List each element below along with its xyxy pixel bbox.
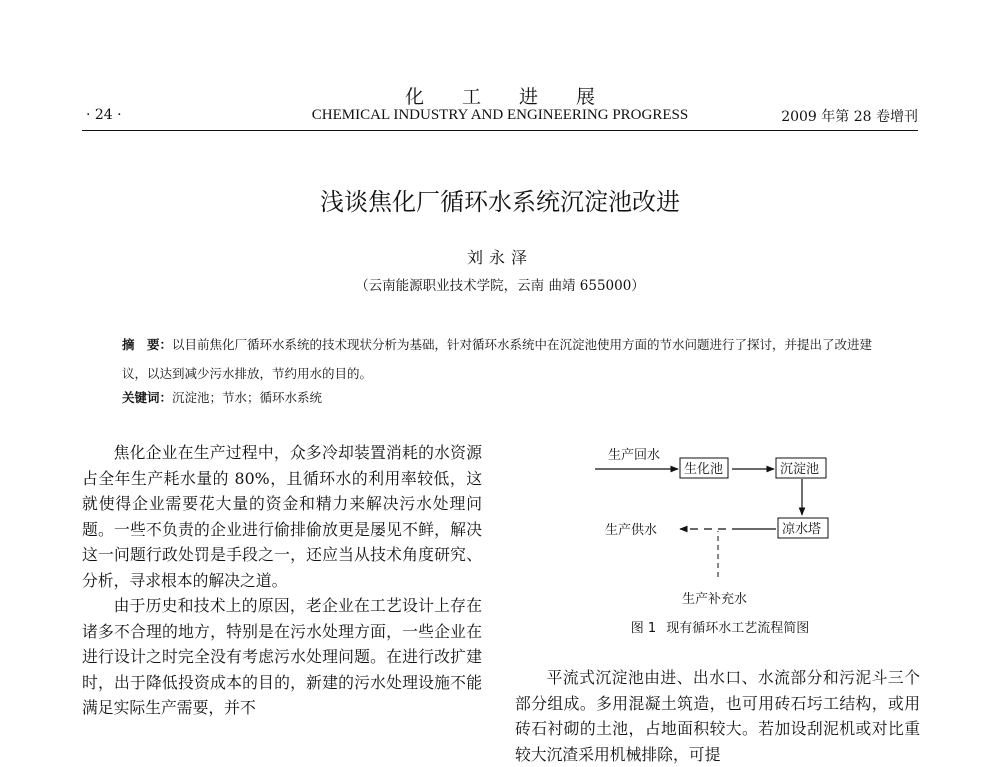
keywords-text: 沉淀池；节水；循环水系统 [172, 390, 323, 405]
body-left-column [82, 440, 482, 721]
label-cooling-tower: 凉水塔 [782, 522, 822, 537]
figure-number: 图 1 [630, 621, 657, 636]
issue-label: 2009 年第 28 卷增刊 [781, 109, 918, 125]
label-biochem-pool: 生化池 [684, 462, 724, 477]
journal-title-en: CHEMICAL INDUSTRY AND ENGINEERING PROGRESS [311, 107, 689, 123]
body-right-column [515, 665, 920, 767]
label-sediment-pool: 沉淀池 [780, 462, 820, 477]
author-name: 刘永泽 [466, 248, 533, 267]
author-affiliation: （云南能源职业技术学院，云南 曲靖 655000） [355, 278, 645, 294]
figure-caption-text: 现有循环水工艺流程简图 [666, 621, 810, 636]
abstract-label: 摘 要： [122, 337, 173, 352]
body-paragraph: 平流式沉淀池由进、出水口、水流部分和污泥斗三个部分组成。多用混凝土筑造，也可用砖石圬工结构，或用砖石衬砌的土池，占地面积较大。若加设刮泥机或对比重较大沉渣采用机械排除，可提 [515, 668, 920, 764]
figure-caption [560, 617, 880, 636]
article-title: 浅谈焦化厂循环水系统沉淀池改进 [320, 188, 680, 216]
body-paragraph: 焦化企业在生产过程中，众多冷却装置消耗的水资源占全年生产耗水量的 80%，且循环水的利用率较低，这就使得企业需要花大量的资金和精力来解决污水处理问题。一些不负责的企业进行偷排偷放更是屡见不鲜，解决这一问题行政处罚是手段之一，还应当从技术角度研究、分析，寻求根本的解决之道。 [82, 443, 482, 590]
body-paragraph: 由于历史和技术上的原因，老企业在工艺设计上存在诸多不合理的地方，特别是在污水处理方面，一些企业在进行设计之时完全没有考虑污水处理问题。在进行改扩建时，出于降低投资成本的目的，新建的污水处理设施不能满足实际生产需要，并不 [82, 596, 482, 717]
label-makeup-water: 生产补充水 [682, 592, 748, 607]
label-supply-water: 生产供水 [605, 523, 658, 538]
abstract [122, 330, 882, 388]
process-flow-diagram [590, 445, 880, 625]
header-rule [82, 130, 918, 131]
keywords [122, 388, 322, 406]
abstract-text: 以目前焦化厂循环水系统的技术现状分析为基础，针对循环水系统中在沉淀池使用方面的节水问题进行了探讨，并提出了改进建议，以达到减少污水排放，节约用水的目的。 [122, 337, 873, 381]
label-return-water: 生产回水 [608, 448, 661, 463]
page-number: · 24 · [86, 107, 122, 123]
keywords-label: 关键词： [122, 390, 173, 405]
journal-title-cn: 化 工 进 展 [404, 86, 595, 108]
